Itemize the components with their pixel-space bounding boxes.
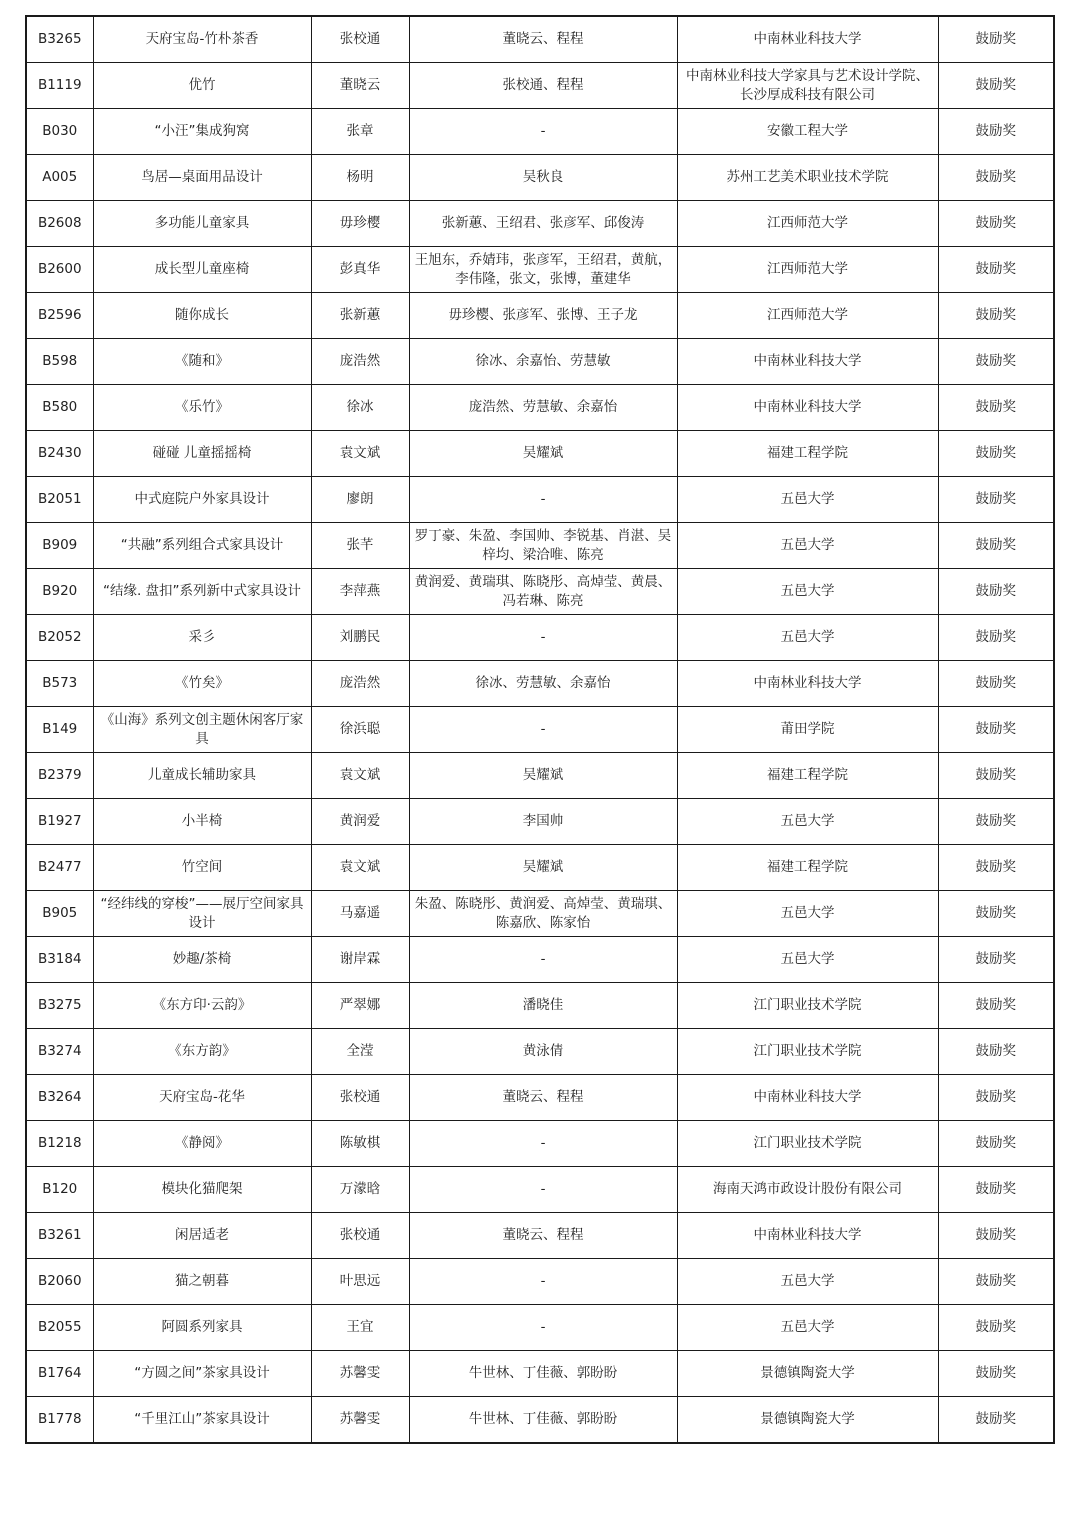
table-row (26, 707, 1054, 753)
team-members-cell: 董晓云、程程 (409, 16, 677, 63)
award-level-cell: 鼓励奖 (938, 937, 1054, 983)
organization-cell: 江西师范大学 (677, 293, 938, 339)
team-members-cell: 王旭东，乔婧玮，张彦军，王绍君，黄航，李伟隆，张文，张博，董建华 (409, 247, 677, 293)
organization-cell: 莆田学院 (677, 707, 938, 753)
work-title-cell: 随你成长 (93, 293, 311, 339)
team-members-cell: 李国帅 (409, 799, 677, 845)
author-cell: 彭真华 (311, 247, 409, 293)
work-title-cell: 《乐竹》 (93, 385, 311, 431)
work-title-cell: “经纬线的穿梭”——展厅空间家具设计 (93, 891, 311, 937)
entry-id-cell: B3264 (26, 1075, 93, 1121)
table-row (26, 1167, 1054, 1213)
organization-cell: 安徽工程大学 (677, 109, 938, 155)
team-members-cell: - (409, 937, 677, 983)
table-row (26, 1351, 1054, 1397)
organization-cell: 五邑大学 (677, 891, 938, 937)
entry-id-cell: B1764 (26, 1351, 93, 1397)
awards-table-body (26, 16, 1054, 1443)
team-members-cell: 张新蕙、王绍君、张彦军、邱俊涛 (409, 201, 677, 247)
entry-id-cell: B920 (26, 569, 93, 615)
author-cell: 徐冰 (311, 385, 409, 431)
organization-cell: 五邑大学 (677, 1259, 938, 1305)
award-level-cell: 鼓励奖 (938, 63, 1054, 109)
work-title-cell: 闲居适老 (93, 1213, 311, 1259)
author-cell: 全滢 (311, 1029, 409, 1075)
team-members-cell: 罗丁豪、朱盈、李国帅、李锐基、肖湛、吴梓均、梁洽唯、陈亮 (409, 523, 677, 569)
organization-cell: 中南林业科技大学 (677, 385, 938, 431)
award-level-cell: 鼓励奖 (938, 983, 1054, 1029)
organization-cell: 景德镇陶瓷大学 (677, 1351, 938, 1397)
author-cell: 杨明 (311, 155, 409, 201)
table-row (26, 1213, 1054, 1259)
entry-id-cell: B030 (26, 109, 93, 155)
author-cell: 陈敏棋 (311, 1121, 409, 1167)
entry-id-cell: B2379 (26, 753, 93, 799)
team-members-cell: - (409, 615, 677, 661)
organization-cell: 中南林业科技大学家具与艺术设计学院、长沙厚成科技有限公司 (677, 63, 938, 109)
table-row (26, 1259, 1054, 1305)
author-cell: 廖朗 (311, 477, 409, 523)
organization-cell: 中南林业科技大学 (677, 661, 938, 707)
table-row (26, 1075, 1054, 1121)
award-level-cell: 鼓励奖 (938, 1213, 1054, 1259)
work-title-cell: 多功能儿童家具 (93, 201, 311, 247)
award-level-cell: 鼓励奖 (938, 753, 1054, 799)
award-level-cell: 鼓励奖 (938, 891, 1054, 937)
entry-id-cell: B3261 (26, 1213, 93, 1259)
organization-cell: 江西师范大学 (677, 247, 938, 293)
entry-id-cell: B3274 (26, 1029, 93, 1075)
organization-cell: 五邑大学 (677, 569, 938, 615)
author-cell: 张章 (311, 109, 409, 155)
team-members-cell: 庞浩然、劳慧敏、余嘉怡 (409, 385, 677, 431)
award-level-cell: 鼓励奖 (938, 431, 1054, 477)
author-cell: 徐浜聪 (311, 707, 409, 753)
organization-cell: 景德镇陶瓷大学 (677, 1397, 938, 1444)
award-level-cell: 鼓励奖 (938, 615, 1054, 661)
organization-cell: 五邑大学 (677, 523, 938, 569)
author-cell: 袁文斌 (311, 753, 409, 799)
team-members-cell: 牛世林、丁佳薇、郭盼盼 (409, 1397, 677, 1444)
author-cell: 张校通 (311, 1213, 409, 1259)
entry-id-cell: B3275 (26, 983, 93, 1029)
work-title-cell: 《东方印·云韵》 (93, 983, 311, 1029)
table-row (26, 339, 1054, 385)
organization-cell: 五邑大学 (677, 477, 938, 523)
author-cell: 刘鹏民 (311, 615, 409, 661)
table-row (26, 63, 1054, 109)
entry-id-cell: B2600 (26, 247, 93, 293)
organization-cell: 福建工程学院 (677, 431, 938, 477)
award-level-cell: 鼓励奖 (938, 201, 1054, 247)
team-members-cell: - (409, 1259, 677, 1305)
organization-cell: 中南林业科技大学 (677, 16, 938, 63)
author-cell: 袁文斌 (311, 431, 409, 477)
table-row (26, 799, 1054, 845)
awards-table (25, 15, 1055, 1444)
award-level-cell: 鼓励奖 (938, 1075, 1054, 1121)
award-level-cell: 鼓励奖 (938, 293, 1054, 339)
team-members-cell: 朱盈、陈晓彤、黄润爱、高焯莹、黄瑞琪、陈嘉欣、陈家怡 (409, 891, 677, 937)
team-members-cell: - (409, 1167, 677, 1213)
organization-cell: 中南林业科技大学 (677, 1075, 938, 1121)
work-title-cell: 《山海》系列文创主题休闲客厅家具 (93, 707, 311, 753)
work-title-cell: 竹空间 (93, 845, 311, 891)
team-members-cell: 吴秋良 (409, 155, 677, 201)
award-level-cell: 鼓励奖 (938, 1259, 1054, 1305)
entry-id-cell: B120 (26, 1167, 93, 1213)
table-row (26, 201, 1054, 247)
entry-id-cell: B2055 (26, 1305, 93, 1351)
organization-cell: 江门职业技术学院 (677, 1029, 938, 1075)
award-level-cell: 鼓励奖 (938, 1029, 1054, 1075)
award-level-cell: 鼓励奖 (938, 477, 1054, 523)
entry-id-cell: B580 (26, 385, 93, 431)
work-title-cell: 鸟居—桌面用品设计 (93, 155, 311, 201)
organization-cell: 五邑大学 (677, 1305, 938, 1351)
author-cell: 严翠娜 (311, 983, 409, 1029)
entry-id-cell: B2051 (26, 477, 93, 523)
table-row (26, 293, 1054, 339)
author-cell: 张芊 (311, 523, 409, 569)
entry-id-cell: B1119 (26, 63, 93, 109)
author-cell: 王宜 (311, 1305, 409, 1351)
author-cell: 马嘉遥 (311, 891, 409, 937)
award-level-cell: 鼓励奖 (938, 109, 1054, 155)
organization-cell: 苏州工艺美术职业技术学院 (677, 155, 938, 201)
award-level-cell: 鼓励奖 (938, 1305, 1054, 1351)
work-title-cell: 天府宝岛-花华 (93, 1075, 311, 1121)
organization-cell: 海南天鸿市政设计股份有限公司 (677, 1167, 938, 1213)
award-level-cell: 鼓励奖 (938, 569, 1054, 615)
entry-id-cell: B2608 (26, 201, 93, 247)
team-members-cell: 董晓云、程程 (409, 1075, 677, 1121)
table-row (26, 661, 1054, 707)
team-members-cell: 牛世林、丁佳薇、郭盼盼 (409, 1351, 677, 1397)
team-members-cell: 徐冰、余嘉怡、劳慧敏 (409, 339, 677, 385)
team-members-cell: 黄泳倩 (409, 1029, 677, 1075)
table-row (26, 615, 1054, 661)
work-title-cell: 天府宝岛-竹朴茶香 (93, 16, 311, 63)
team-members-cell: 黄润爱、黄瑞琪、陈晓彤、高焯莹、黄晨、冯若琳、陈亮 (409, 569, 677, 615)
author-cell: 叶思远 (311, 1259, 409, 1305)
table-row (26, 1121, 1054, 1167)
entry-id-cell: A005 (26, 155, 93, 201)
author-cell: 谢岸霖 (311, 937, 409, 983)
award-level-cell: 鼓励奖 (938, 1167, 1054, 1213)
work-title-cell: 妙趣/茶椅 (93, 937, 311, 983)
entry-id-cell: B2596 (26, 293, 93, 339)
work-title-cell: 《静阅》 (93, 1121, 311, 1167)
organization-cell: 江门职业技术学院 (677, 983, 938, 1029)
table-row (26, 431, 1054, 477)
team-members-cell: 张校通、程程 (409, 63, 677, 109)
entry-id-cell: B598 (26, 339, 93, 385)
table-row (26, 16, 1054, 63)
entry-id-cell: B2052 (26, 615, 93, 661)
work-title-cell: “千里江山”茶家具设计 (93, 1397, 311, 1444)
team-members-cell: 徐冰、劳慧敏、余嘉怡 (409, 661, 677, 707)
author-cell: 万濛晗 (311, 1167, 409, 1213)
author-cell: 张新蕙 (311, 293, 409, 339)
entry-id-cell: B905 (26, 891, 93, 937)
table-row (26, 477, 1054, 523)
author-cell: 苏馨雯 (311, 1351, 409, 1397)
team-members-cell: 毋珍樱、张彦军、张博、王子龙 (409, 293, 677, 339)
award-level-cell: 鼓励奖 (938, 661, 1054, 707)
team-members-cell: - (409, 1121, 677, 1167)
award-level-cell: 鼓励奖 (938, 707, 1054, 753)
organization-cell: 五邑大学 (677, 799, 938, 845)
award-level-cell: 鼓励奖 (938, 799, 1054, 845)
table-row (26, 523, 1054, 569)
entry-id-cell: B2060 (26, 1259, 93, 1305)
work-title-cell: 猫之朝暮 (93, 1259, 311, 1305)
organization-cell: 江西师范大学 (677, 201, 938, 247)
award-level-cell: 鼓励奖 (938, 1397, 1054, 1444)
team-members-cell: 董晓云、程程 (409, 1213, 677, 1259)
table-row (26, 845, 1054, 891)
table-row (26, 1397, 1054, 1444)
award-level-cell: 鼓励奖 (938, 16, 1054, 63)
organization-cell: 福建工程学院 (677, 753, 938, 799)
entry-id-cell: B3265 (26, 16, 93, 63)
author-cell: 袁文斌 (311, 845, 409, 891)
team-members-cell: 吴耀斌 (409, 753, 677, 799)
table-row (26, 569, 1054, 615)
author-cell: 张校通 (311, 16, 409, 63)
entry-id-cell: B3184 (26, 937, 93, 983)
organization-cell: 福建工程学院 (677, 845, 938, 891)
table-row (26, 247, 1054, 293)
entry-id-cell: B573 (26, 661, 93, 707)
team-members-cell: - (409, 477, 677, 523)
organization-cell: 五邑大学 (677, 615, 938, 661)
author-cell: 李萍燕 (311, 569, 409, 615)
team-members-cell: 吴耀斌 (409, 431, 677, 477)
award-level-cell: 鼓励奖 (938, 1121, 1054, 1167)
work-title-cell: 《竹矣》 (93, 661, 311, 707)
table-row (26, 983, 1054, 1029)
author-cell: 董晓云 (311, 63, 409, 109)
author-cell: 张校通 (311, 1075, 409, 1121)
work-title-cell: 优竹 (93, 63, 311, 109)
author-cell: 庞浩然 (311, 661, 409, 707)
team-members-cell: - (409, 109, 677, 155)
organization-cell: 中南林业科技大学 (677, 1213, 938, 1259)
table-row (26, 753, 1054, 799)
award-level-cell: 鼓励奖 (938, 385, 1054, 431)
entry-id-cell: B1218 (26, 1121, 93, 1167)
work-title-cell: 中式庭院户外家具设计 (93, 477, 311, 523)
award-level-cell: 鼓励奖 (938, 339, 1054, 385)
entry-id-cell: B1927 (26, 799, 93, 845)
work-title-cell: “方圆之间”茶家具设计 (93, 1351, 311, 1397)
table-row (26, 891, 1054, 937)
organization-cell: 江门职业技术学院 (677, 1121, 938, 1167)
work-title-cell: 《随和》 (93, 339, 311, 385)
award-level-cell: 鼓励奖 (938, 845, 1054, 891)
work-title-cell: 碰碰 儿童摇摇椅 (93, 431, 311, 477)
work-title-cell: 儿童成长辅助家具 (93, 753, 311, 799)
award-level-cell: 鼓励奖 (938, 1351, 1054, 1397)
author-cell: 苏馨雯 (311, 1397, 409, 1444)
table-row (26, 109, 1054, 155)
author-cell: 黄润爱 (311, 799, 409, 845)
team-members-cell: - (409, 707, 677, 753)
entry-id-cell: B2430 (26, 431, 93, 477)
table-row (26, 1029, 1054, 1075)
work-title-cell: 采彡 (93, 615, 311, 661)
team-members-cell: 潘晓佳 (409, 983, 677, 1029)
work-title-cell: 模块化猫爬架 (93, 1167, 311, 1213)
work-title-cell: “共融”系列组合式家具设计 (93, 523, 311, 569)
entry-id-cell: B1778 (26, 1397, 93, 1444)
team-members-cell: - (409, 1305, 677, 1351)
author-cell: 庞浩然 (311, 339, 409, 385)
award-level-cell: 鼓励奖 (938, 155, 1054, 201)
work-title-cell: 成长型儿童座椅 (93, 247, 311, 293)
author-cell: 毋珍樱 (311, 201, 409, 247)
work-title-cell: “结缘. 盘扣”系列新中式家具设计 (93, 569, 311, 615)
work-title-cell: “小汪”集成狗窝 (93, 109, 311, 155)
entry-id-cell: B149 (26, 707, 93, 753)
work-title-cell: 阿圆系列家具 (93, 1305, 311, 1351)
award-level-cell: 鼓励奖 (938, 247, 1054, 293)
entry-id-cell: B2477 (26, 845, 93, 891)
table-row (26, 937, 1054, 983)
award-level-cell: 鼓励奖 (938, 523, 1054, 569)
organization-cell: 中南林业科技大学 (677, 339, 938, 385)
organization-cell: 五邑大学 (677, 937, 938, 983)
team-members-cell: 吴耀斌 (409, 845, 677, 891)
work-title-cell: 小半椅 (93, 799, 311, 845)
table-row (26, 385, 1054, 431)
work-title-cell: 《东方韵》 (93, 1029, 311, 1075)
table-row (26, 155, 1054, 201)
table-row (26, 1305, 1054, 1351)
entry-id-cell: B909 (26, 523, 93, 569)
